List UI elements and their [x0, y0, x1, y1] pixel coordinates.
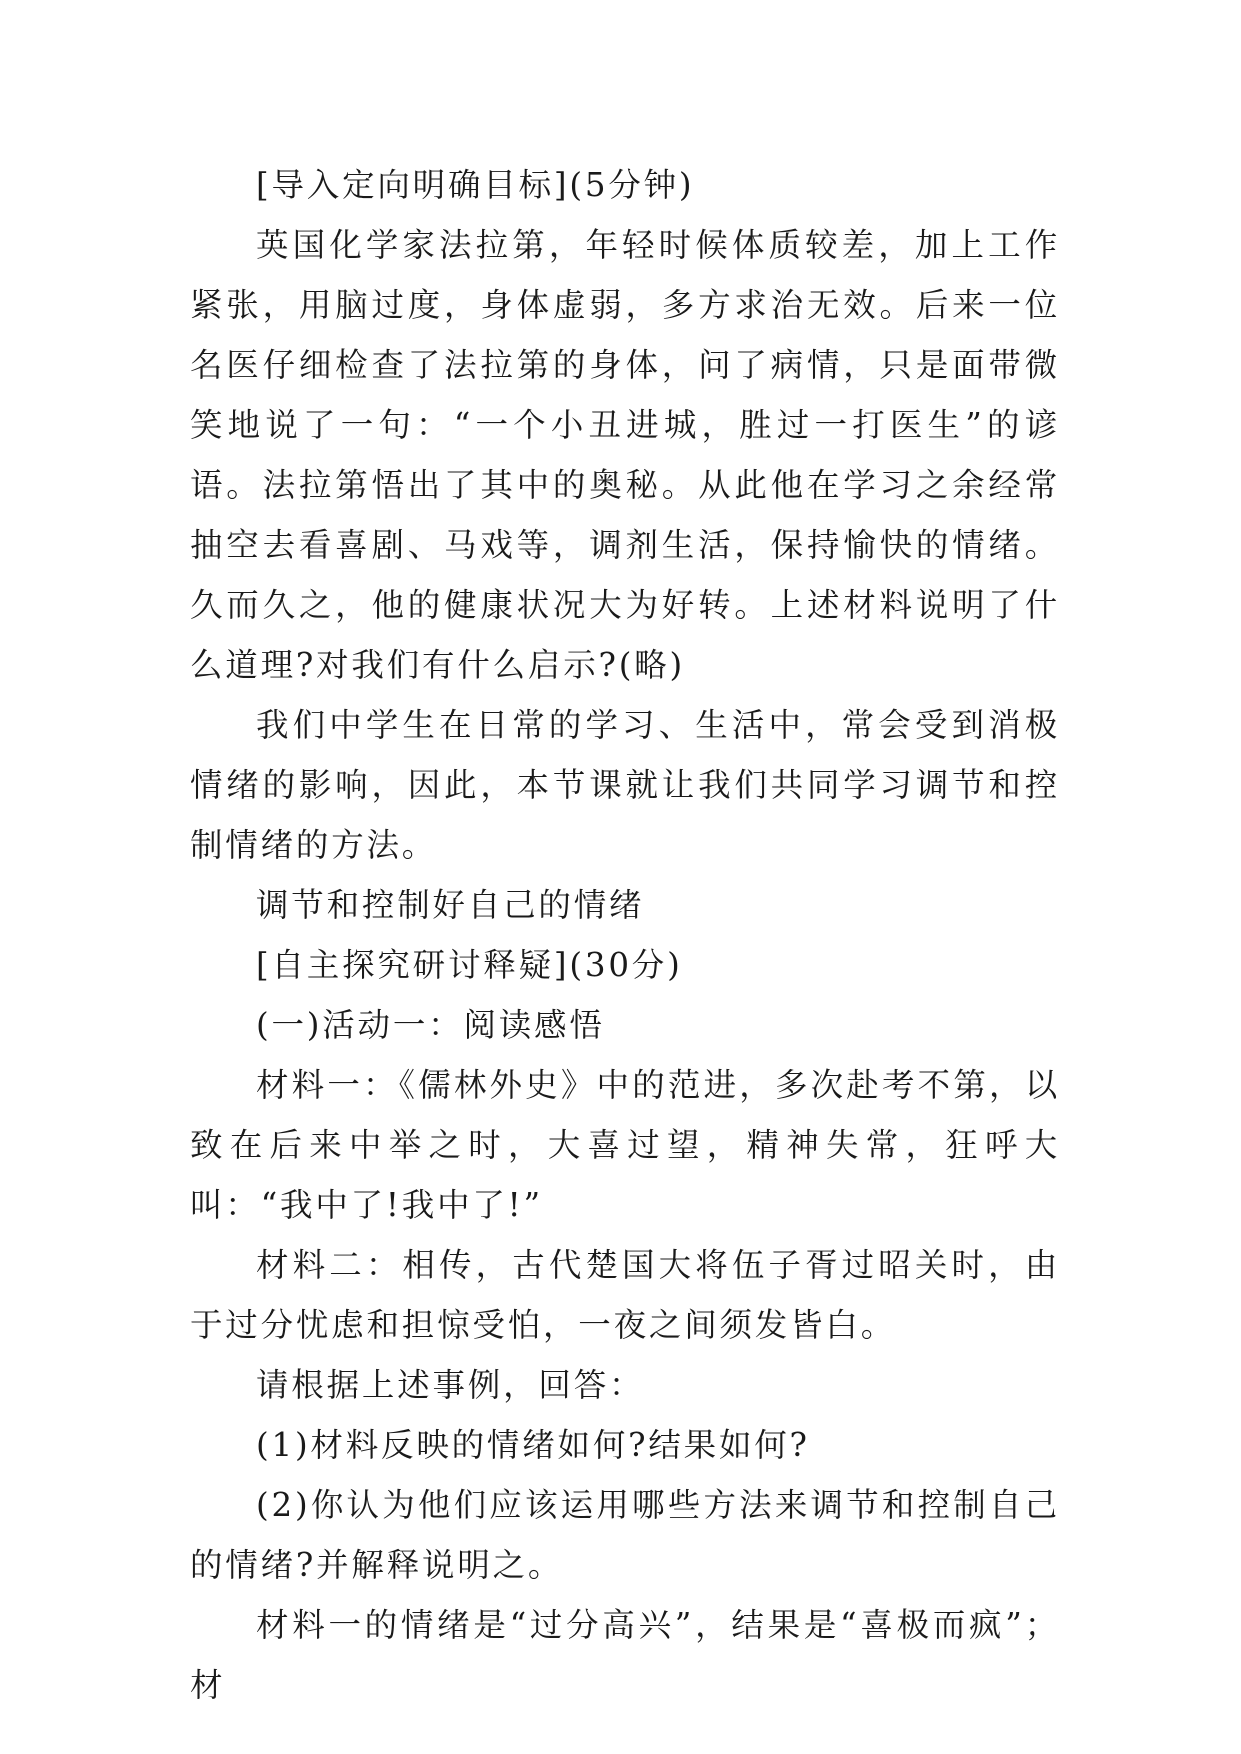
question-one: (1)材料反映的情绪如何?结果如何? — [256, 1426, 810, 1464]
material-two: 材料二：相传，古代楚国大将伍子胥过昭关时，由于过分忧虑和担惊受怕，一夜之间须发皆白。 — [190, 1246, 1060, 1344]
paragraph-faraday-story: 英国化学家法拉第，年轻时候体质较差，加上工作紧张，用脑过度，身体虚弱，多方求治无效。后来一位名医仔细检查了法拉第的身体，问了病情，只是面带微笑地说了一句：“一个小丑进城，胜过一打医生”的谚语。法拉第悟出了其中的奥秘。从此他在学习之余经常抽空去看喜剧、马戏等，调剂生活，保持愉快的情绪。久而久之，他的健康状况大为好转。上述材料说明了什么道理?对我们有什么启示?(略) — [190, 226, 1060, 684]
paragraph-lesson-intro: 我们中学生在日常的学习、生活中，常会受到消极情绪的影响，因此，本节课就让我们共同学习调节和控制情绪的方法。 — [190, 706, 1060, 864]
section-heading-intro: [导入定向明确目标](5分钟) — [256, 166, 695, 204]
activity-heading: (一)活动一：阅读感悟 — [256, 1006, 605, 1044]
material-one: 材料一：《儒林外史》中的范进，多次赴考不第，以致在后来中举之时，大喜过望，精神失常，狂呼大叫：“我中了!我中了!” — [190, 1066, 1060, 1224]
question-two: (2)你认为他们应该运用哪些方法来调节和控制自己的情绪?并解释说明之。 — [190, 1486, 1060, 1584]
section-heading-inquiry: [自主探究研讨释疑](30分) — [256, 946, 683, 984]
answer-paragraph: 材料一的情绪是“过分高兴”，结果是“喜极而疯”；材 — [190, 1606, 1060, 1704]
document-body — [190, 155, 1060, 1715]
question-prompt: 请根据上述事例，回答： — [256, 1366, 645, 1404]
lesson-title: 调节和控制好自己的情绪 — [256, 886, 645, 924]
